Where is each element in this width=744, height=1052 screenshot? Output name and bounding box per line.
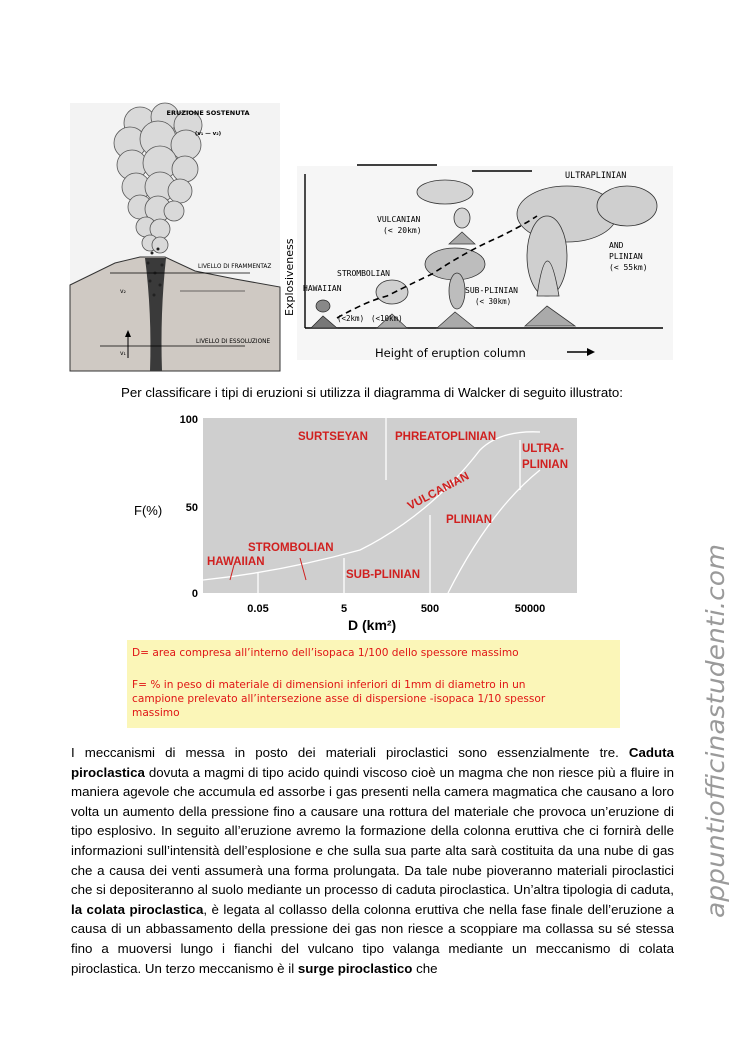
- body-text-1: I meccanismi di messa in posto dei materiali piroclastici sono essenzialmente tre.: [71, 745, 629, 760]
- label-v2: v₂: [120, 288, 126, 295]
- and-label: AND: [609, 241, 624, 250]
- explosiveness-figure: [283, 166, 673, 360]
- definition-f-line1: F= % in peso di materiale di dimensioni inferiori di 1mm di diametro in un: [132, 679, 526, 691]
- walker-ytick: 100: [179, 414, 198, 426]
- region-strombolian: STROMBOLIAN: [248, 542, 334, 554]
- watermark-text: appuntiofficinastudenti.com: [701, 566, 730, 918]
- volcano-eruption-figure: [70, 103, 280, 371]
- term-caduta-piroclastica: Caduta piroclastica: [71, 745, 674, 780]
- subplinian-label: SUB-PLINIAN: [465, 286, 518, 295]
- walker-ytick: 50: [185, 502, 198, 514]
- body-paragraph: [71, 743, 674, 978]
- volcano-subtitle: (v₁ — v₂): [194, 131, 222, 137]
- region-phreatoplinian: PHREATOPLINIAN: [395, 431, 497, 443]
- label-essoluzione: LIVELLO DI ESSOLUZIONE: [196, 339, 271, 345]
- walker-xtick: 500: [420, 603, 440, 615]
- walker-xlabel: D (km²): [348, 617, 397, 633]
- label-frammentazione: LIVELLO DI FRAMMENTAZ: [198, 264, 272, 270]
- term-surge-piroclastico: surge piroclastico: [297, 960, 413, 976]
- figure-caption: Per classificare i tipi di eruzioni si utilizza il diagramma di Walcker di seguito illustrato:: [120, 385, 624, 400]
- walker-diagram: [130, 410, 582, 642]
- walker-xtick: 0.05: [247, 603, 269, 615]
- walker-xtick: 5: [340, 603, 348, 615]
- strombolian-height: (<10km): [371, 314, 403, 323]
- walker-xtick: 50000: [514, 603, 546, 615]
- hawaiian-label: HAWAIIAN: [303, 284, 342, 293]
- region-surtseyan: SURTSEYAN: [298, 431, 368, 443]
- plinian-height: (< 55km): [609, 263, 648, 272]
- watermark: [700, 540, 730, 920]
- region-subplinian: SUB-PLINIAN: [346, 569, 421, 581]
- body-text-2: dovuta a magmi di tipo acido quindi viscoso cioè un magma che non riesce più a fluire in maniera agevole che accumula ed assorbe i gas presenti nella camera magmatica che causano a loro volta un aumento della pressione fino a causare una rottura del materiale che provoca un’eruzione di tipo esplosivo. In seguito all’eruzione avremo la formazione della colonna eruttiva che ci fornirà delle informazioni sull’intensità dell’esplosione e che sulla sua parte alta sarà costituita da una nube di gas che a causa dei venti assumerà una forma prolungata. Da tale nube pioveranno materiali piroclastici che si depositeranno al suolo mediante un processo di caduta piroclastica. Un’altra tipologia di caduta,: [71, 764, 674, 898]
- plinian-label: PLINIAN: [609, 252, 643, 261]
- walker-ylabel: F(%): [134, 503, 163, 518]
- hawaiian-height: (<2km): [337, 314, 365, 323]
- ultraplinian-label: ULTRAPLINIAN: [565, 171, 627, 181]
- region-vulcanian: VULCANIAN: [405, 470, 472, 513]
- label-v1: v₁: [120, 350, 126, 357]
- body-text-4: che: [412, 960, 438, 976]
- definition-d: D= area compresa all’interno dell’isopaca 1/100 dello spessore massimo: [132, 647, 519, 659]
- definition-f-line3: massimo: [132, 707, 180, 719]
- strombolian-label: STROMBOLIAN: [337, 269, 390, 278]
- body-text-3: , è legata al collasso della colonna eruttiva che nella fase finale dell’eruzione a causa di un abbassamento della pressione dei gas non riesce a scoppiare ma collassa su sé stessa fino a muoversi lungo i fianchi del vulcano tipo valanga mediante un meccanismo di colata piroclastica. Un terzo meccanismo è il: [71, 901, 674, 976]
- definitions-box: [127, 640, 620, 728]
- region-plinian: PLINIAN: [446, 514, 492, 526]
- vulcanian-label: VULCANIAN: [377, 215, 421, 224]
- volcano-title: ERUZIONE SOSTENUTA: [166, 109, 250, 117]
- region-ultra: ULTRA-: [522, 443, 564, 455]
- definition-f-line2: campione prelevato all’intersezione asse di dispersione -isopaca 1/10 spessor: [132, 693, 546, 705]
- region-ultra-plinian: PLINIAN: [522, 459, 568, 471]
- subplinian-height: (< 30km): [475, 297, 512, 306]
- term-colata-piroclastica: la colata piroclastica: [71, 901, 204, 917]
- explosiveness-ylabel: Explosiveness: [283, 238, 296, 316]
- vulcanian-height: (< 20km): [383, 226, 422, 235]
- explosiveness-xlabel: Height of eruption column: [375, 346, 526, 360]
- walker-ytick: 0: [191, 588, 198, 600]
- region-hawaiian: HAWAIIAN: [207, 556, 265, 568]
